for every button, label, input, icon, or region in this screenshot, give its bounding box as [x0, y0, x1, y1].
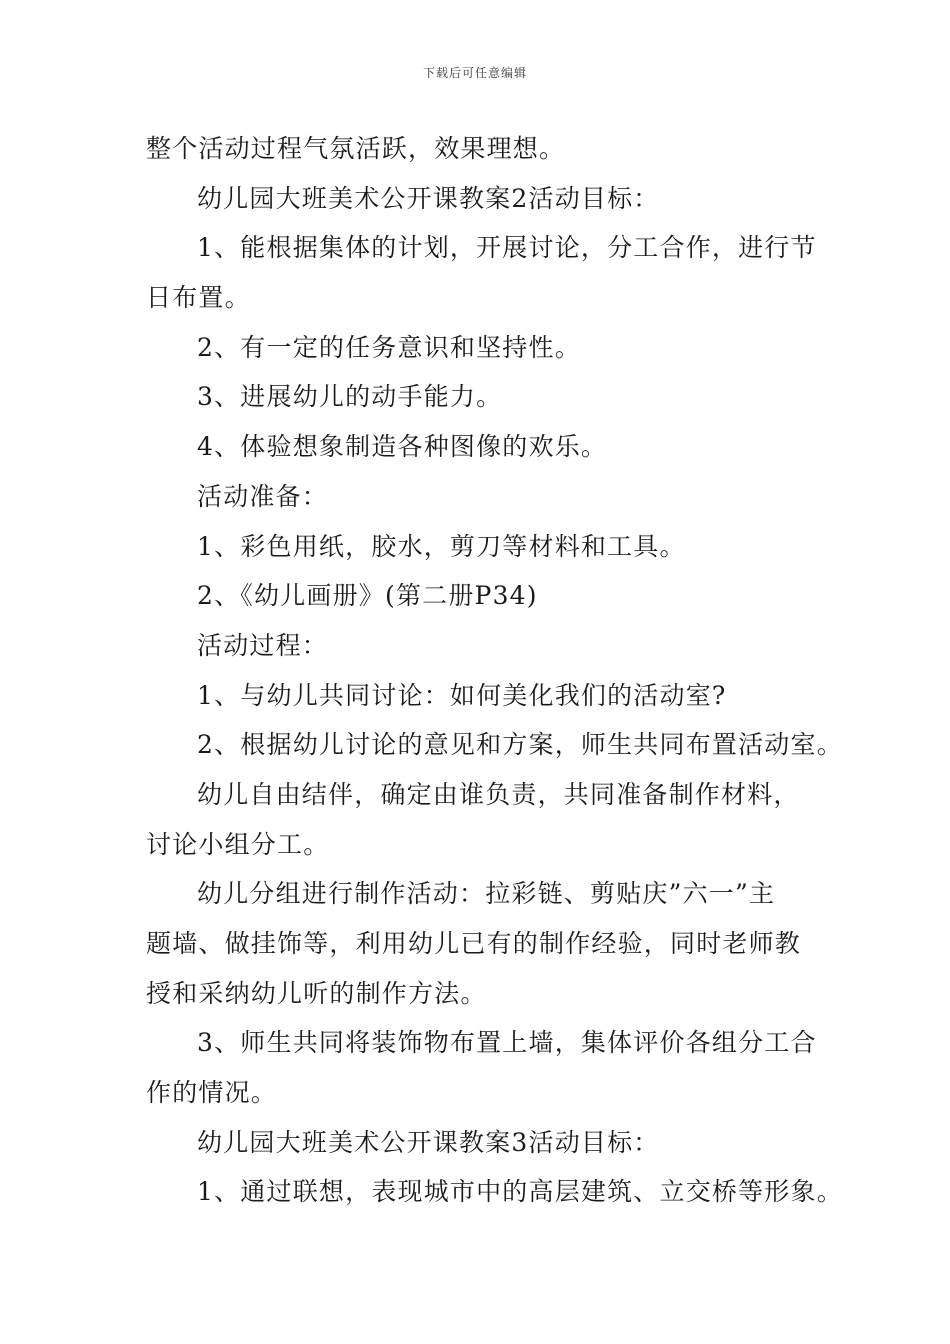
- paragraph-line: 幼儿自由结伴，确定由谁负责，共同准备制作材料，: [197, 779, 800, 809]
- section-heading: 活动过程：: [197, 630, 329, 660]
- list-item: 3、进展幼儿的动手能力。: [197, 382, 503, 412]
- paragraph-line: 题墙、做挂饰等，利用幼儿已有的制作经验，同时老师教: [146, 929, 802, 958]
- paragraph-line: 授和采纳幼儿听的制作方法。: [146, 978, 487, 1008]
- list-item: 1、通过联想，表现城市中的高层建筑、立交桥等形象。: [197, 1177, 843, 1207]
- list-item: 2、根据幼儿讨论的意见和方案，师生共同布置活动室。: [197, 730, 843, 760]
- section-heading: 幼儿园大班美术公开课教案2活动目标：: [197, 183, 660, 213]
- list-item: 1、能根据集体的计划，开展讨论，分工合作，进行节: [197, 233, 817, 263]
- paragraph-line: 讨论小组分工。: [146, 829, 330, 859]
- section-heading: 幼儿园大班美术公开课教案3活动目标：: [197, 1127, 660, 1157]
- paragraph-line: 幼儿分组进行制作活动：拉彩链、剪贴庆”六一”主: [197, 879, 776, 909]
- list-item: 1、与幼儿共同讨论：如何美化我们的活动室?: [197, 680, 727, 710]
- document-body: [146, 124, 843, 1217]
- list-item: 2、有一定的任务意识和坚持性。: [197, 332, 581, 362]
- list-item: 4、体验想象制造各种图像的欢乐。: [197, 432, 608, 462]
- paragraph-line: 日布置。: [146, 283, 251, 313]
- list-item: 1、彩色用纸，胶水，剪刀等材料和工具。: [197, 531, 686, 561]
- section-heading: 活动准备：: [197, 481, 329, 511]
- list-item: 2、《幼儿画册》(第二册P34): [197, 581, 538, 611]
- list-item: 3、师生共同将装饰物布置上墙，集体评价各组分工合: [197, 1028, 817, 1058]
- paragraph-line: 整个活动过程气氛活跃，效果理想。: [146, 134, 566, 163]
- paragraph-line: 作的情况。: [146, 1078, 278, 1108]
- page-header: 下载后可任意编辑: [422, 66, 527, 80]
